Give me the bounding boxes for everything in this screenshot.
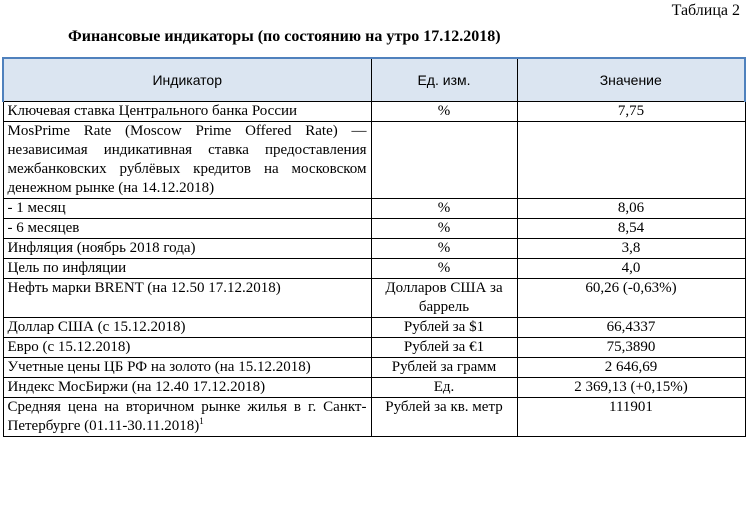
indicator-text: Средняя цена на вторичном рынке жилья в г. Санкт-Петербурге (01.11-30.11.2018) [7,399,367,434]
value-cell: 60,26 (-0,63%) [517,279,745,318]
table-row [3,338,745,358]
unit-cell: % [371,219,517,239]
header-indicator: Индикатор [3,58,371,102]
value-cell: 66,4337 [517,318,745,338]
value-cell: 3,8 [517,239,745,259]
table-row [3,358,745,378]
table-row [3,102,745,122]
value-cell: 4,0 [517,259,745,279]
header-value: Значение [517,58,745,102]
value-cell: 2 369,13 (+0,15%) [517,378,745,398]
table-row [3,259,745,279]
unit-cell: % [371,259,517,279]
value-cell: 111901 [517,398,745,437]
indicator-cell: - 6 месяцев [3,219,371,239]
table-row [3,122,745,199]
indicator-cell: Ключевая ставка Центрального банка России [3,102,371,122]
header-row [3,58,745,102]
indicator-cell: Доллар США (с 15.12.2018) [3,318,371,338]
indicator-cell: Евро (с 15.12.2018) [3,338,371,358]
indicator-cell: - 1 месяц [3,199,371,219]
value-cell: 8,54 [517,219,745,239]
indicator-cell: MosPrime Rate (Moscow Prime Offered Rate) — независимая индикативная ставка предоставления межбанковских рублёвых кредитов на московском денежном рынке (на 14.12.2018) [3,122,371,199]
indicator-cell: Инфляция (ноябрь 2018 года) [3,239,371,259]
table-row [3,279,745,318]
value-cell: 8,06 [517,199,745,219]
table-row [3,199,745,219]
table-row [3,219,745,239]
table-row [3,378,745,398]
unit-cell: Рублей за €1 [371,338,517,358]
table-row [3,318,745,338]
indicator-cell: Индекс МосБиржи (на 12.40 17.12.2018) [3,378,371,398]
unit-cell [371,122,517,199]
indicator-cell [3,398,371,437]
unit-cell: % [371,239,517,259]
value-cell: 7,75 [517,102,745,122]
indicator-cell: Цель по инфляции [3,259,371,279]
table-row [3,239,745,259]
table-number: Таблица 2 [671,2,740,19]
footnote-marker: 1 [199,416,204,426]
value-cell: 75,3890 [517,338,745,358]
unit-cell: % [371,199,517,219]
indicator-cell: Нефть марки BRENT (на 12.50 17.12.2018) [3,279,371,318]
unit-cell: Рублей за $1 [371,318,517,338]
indicator-cell: Учетные цены ЦБ РФ на золото (на 15.12.2018) [3,358,371,378]
unit-cell: Рублей за кв. метр [371,398,517,437]
unit-cell: Рублей за грамм [371,358,517,378]
header-unit: Ед. изм. [371,58,517,102]
unit-cell: Ед. [371,378,517,398]
value-cell [517,122,745,199]
value-cell: 2 646,69 [517,358,745,378]
unit-cell: Долларов США за баррель [371,279,517,318]
financial-indicators-table [2,57,746,437]
unit-cell: % [371,102,517,122]
table-title: Финансовые индикаторы (по состоянию на утро 17.12.2018) [68,28,501,45]
table-row [3,398,745,437]
